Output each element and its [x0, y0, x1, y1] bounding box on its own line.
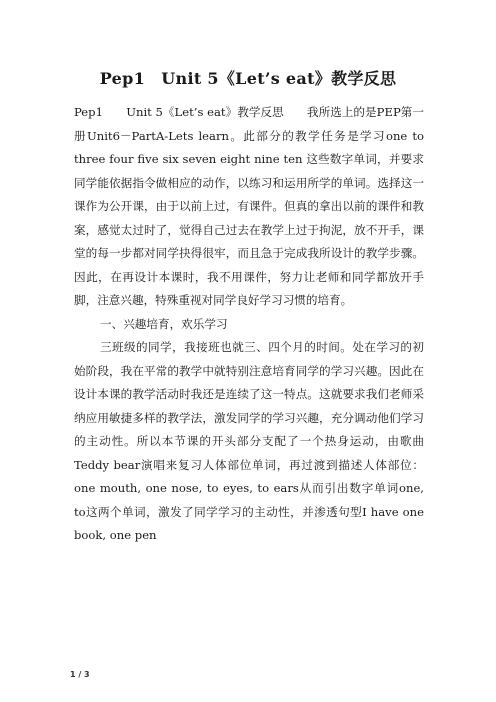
document-body [74, 101, 424, 548]
paragraph-section-1: 三班级的同学，我接班也就三、四个月的时间。处在学习的初始阶段，我在平常的教学中就特别注意培育同学的学习兴趣。因此在设计本课的教学活动时我还是连续了这一特点。这就要求我们老师采纳应用敏捷多样的教学法，激发同学的学习兴趣，充分调动他们学习的主动性。所以本节课的开头部分支配了一个热身运动，由歌曲Teddy bear演唱来复习人体部位单词，再过渡到描述人体部位：one mouth, one nose, to eyes, to ears从而引出数字单词one, to这两个单词，激发了同学学习的主动性，并渗透句型I have one book, one pen [74, 340, 424, 542]
document-title: Pep1 Unit 5《Let’s eat》教学反思 [99, 69, 397, 88]
page-number: 1 / 3 [70, 670, 90, 679]
section-heading: 一、兴趣培育，欢乐学习 [100, 316, 228, 331]
paragraph-intro: Pep1 Unit 5《Let’s eat》教学反思 我所选上的是PEP第一册Unit6－PartA-Lets learn。此部分的教学任务是学习one to three four five six seven eight nine ten 这些数字单词，并要求同学能依据指令做相应的动作，以练习和运用所学的单词。选择这一课作为公开课，由于以前上过，有课件。但真的拿出以前的课件和教案，感觉太过时了，觉得自己过去在教学上过于拘泥，放不开手，课堂的每一步都对同学抉得很牢，而且急于完成我所设计的教学步骤。因此，在再设计本课时，我不用课件，努力让老师和同学都放开手脚，注意兴趣，特殊重视对同学良好学习习惯的培育。 [74, 105, 424, 307]
